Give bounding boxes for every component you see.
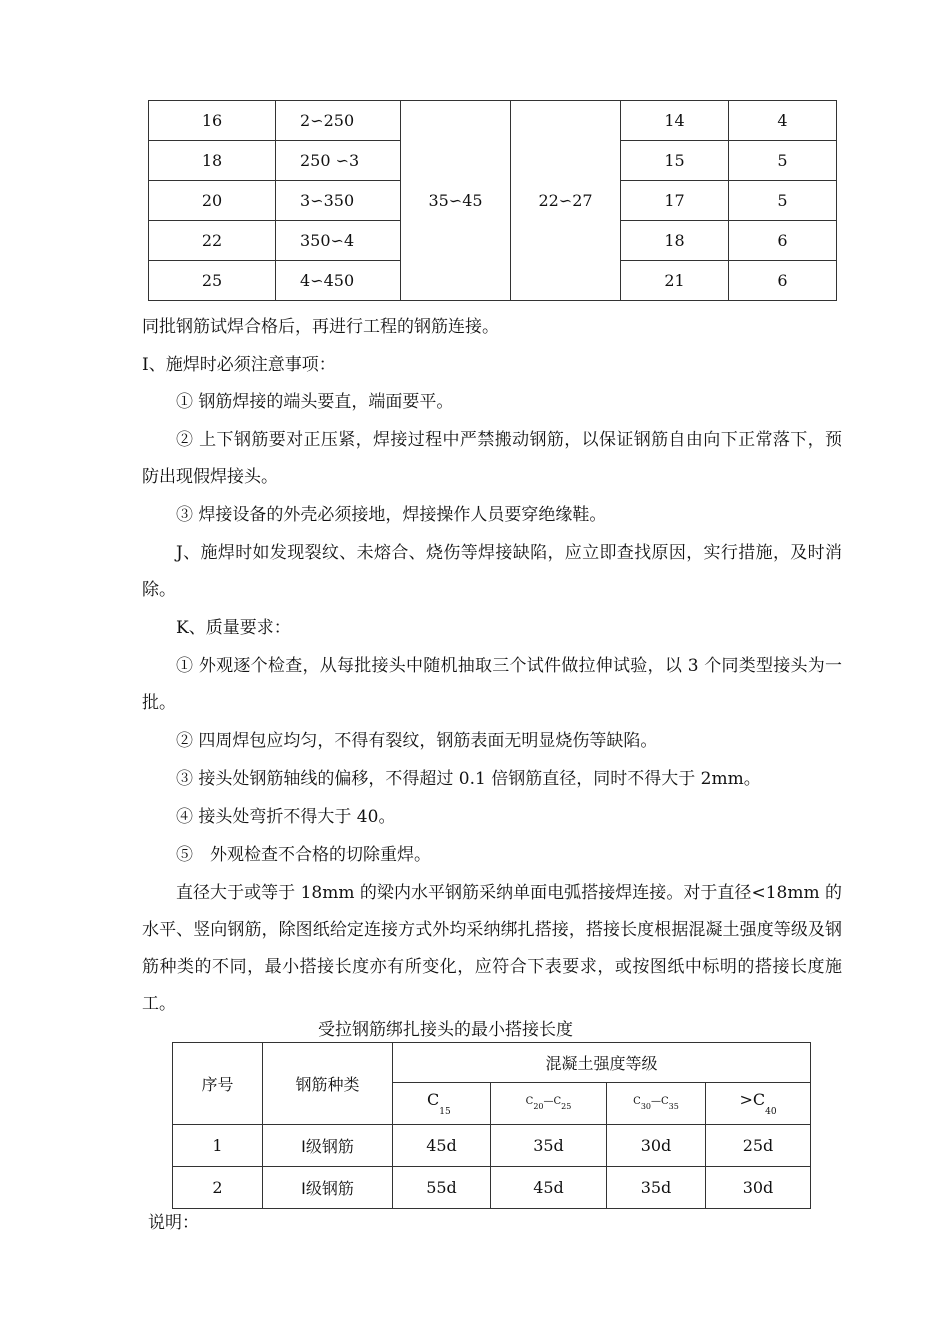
value-cell: 17 bbox=[621, 181, 729, 221]
value-cell: 5 bbox=[729, 141, 837, 181]
merged-cell: 35∽45 bbox=[401, 101, 511, 301]
diameter-cell: 18 bbox=[149, 141, 276, 181]
value-cell: 4 bbox=[729, 101, 837, 141]
table-row bbox=[173, 1167, 811, 1209]
row-type: I级钢筋 bbox=[263, 1125, 393, 1167]
value-cell: 18 bbox=[621, 221, 729, 261]
paragraph: ① 钢筋焊接的端头要直，端面要平。 bbox=[176, 392, 454, 412]
table-row bbox=[149, 101, 837, 141]
range-cell: 2∽250 bbox=[276, 101, 401, 141]
value-cell: 55d bbox=[393, 1167, 491, 1209]
value-cell: 15 bbox=[621, 141, 729, 181]
value-cell: 45d bbox=[393, 1125, 491, 1167]
diameter-cell: 22 bbox=[149, 221, 276, 261]
row-no: 1 bbox=[173, 1125, 263, 1167]
paragraph: ① 外观逐个检查，从每批接头中随机抽取三个试件做拉伸试验，以 3 个同类型接头为一批。 bbox=[142, 656, 842, 713]
value-cell: 6 bbox=[729, 261, 837, 301]
range-cell: 4∽450 bbox=[276, 261, 401, 301]
rebar-welding-table bbox=[148, 100, 837, 301]
grade-c40: $>C_{40}$ bbox=[706, 1083, 811, 1125]
table-header-row bbox=[173, 1043, 811, 1083]
range-cell: 3∽350 bbox=[276, 181, 401, 221]
value-cell: 35d bbox=[491, 1125, 607, 1167]
diameter-cell: 25 bbox=[149, 261, 276, 301]
grade-c20-c25: $C_{20}—C_{25}$ bbox=[491, 1083, 607, 1125]
paragraph: I、施焊时必须注意事项： bbox=[142, 355, 336, 375]
value-cell: 21 bbox=[621, 261, 729, 301]
table-row bbox=[173, 1125, 811, 1167]
paragraph: ③ 接头处钢筋轴线的偏移，不得超过 0.1 倍钢筋直径，同时不得大于 2mm。 bbox=[176, 769, 761, 789]
value-cell: 30d bbox=[706, 1167, 811, 1209]
header-grade: 混凝土强度等级 bbox=[393, 1043, 811, 1083]
merged-cell: 22∽27 bbox=[511, 101, 621, 301]
paragraph: ② 四周焊包应均匀，不得有裂纹，钢筋表面无明显烧伤等缺陷。 bbox=[176, 731, 658, 751]
value-cell: 14 bbox=[621, 101, 729, 141]
table-caption: 受拉钢筋绑扎接头的最小搭接长度 bbox=[318, 1020, 573, 1040]
header-no: 序号 bbox=[173, 1043, 263, 1125]
header-type: 钢筋种类 bbox=[263, 1043, 393, 1125]
value-cell: 45d bbox=[491, 1167, 607, 1209]
row-no: 2 bbox=[173, 1167, 263, 1209]
paragraph: ② 上下钢筋要对正压紧，焊接过程中严禁搬动钢筋，以保证钢筋自由向下正常落下，预防出现假焊接头。 bbox=[142, 430, 842, 487]
value-cell: 25d bbox=[706, 1125, 811, 1167]
note-label: 说明： bbox=[148, 1213, 199, 1233]
paragraph: ③ 焊接设备的外壳必须接地，焊接操作人员要穿绝缘鞋。 bbox=[176, 505, 607, 525]
row-type: I级钢筋 bbox=[263, 1167, 393, 1209]
paragraph: 直径大于或等于 18mm 的梁内水平钢筋采纳单面电弧搭接焊连接。对于直径<18mm 的水平、竖向钢筋，除图纸给定连接方式外均采纳绑扎搭接，搭接长度根据混凝土强度等级及钢筋种类的不同，最小搭接长度亦有所变化，应符合下表要求，或按图纸中标明的搭接长度施工。 bbox=[142, 883, 842, 1014]
range-cell: 350∽4 bbox=[276, 221, 401, 261]
grade-c15: $C_{15}$ bbox=[393, 1083, 491, 1125]
value-cell: 30d bbox=[607, 1125, 706, 1167]
grade-c30-c35: $C_{30}—C_{35}$ bbox=[607, 1083, 706, 1125]
diameter-cell: 16 bbox=[149, 101, 276, 141]
paragraph: ⑤ 外观检查不合格的切除重焊。 bbox=[176, 845, 431, 865]
diameter-cell: 20 bbox=[149, 181, 276, 221]
paragraph: J、施焊时如发现裂纹、未熔合、烧伤等焊接缺陷，应立即查找原因，实行措施，及时消除。 bbox=[142, 543, 842, 600]
lap-length-table bbox=[172, 1042, 811, 1209]
value-cell: 5 bbox=[729, 181, 837, 221]
value-cell: 35d bbox=[607, 1167, 706, 1209]
paragraph: ④ 接头处弯折不得大于 40。 bbox=[176, 807, 396, 827]
range-cell: 250 ∽3 bbox=[276, 141, 401, 181]
paragraph: K、质量要求： bbox=[176, 618, 291, 638]
paragraph: 同批钢筋试焊合格后，再进行工程的钢筋连接。 bbox=[142, 317, 499, 337]
value-cell: 6 bbox=[729, 221, 837, 261]
